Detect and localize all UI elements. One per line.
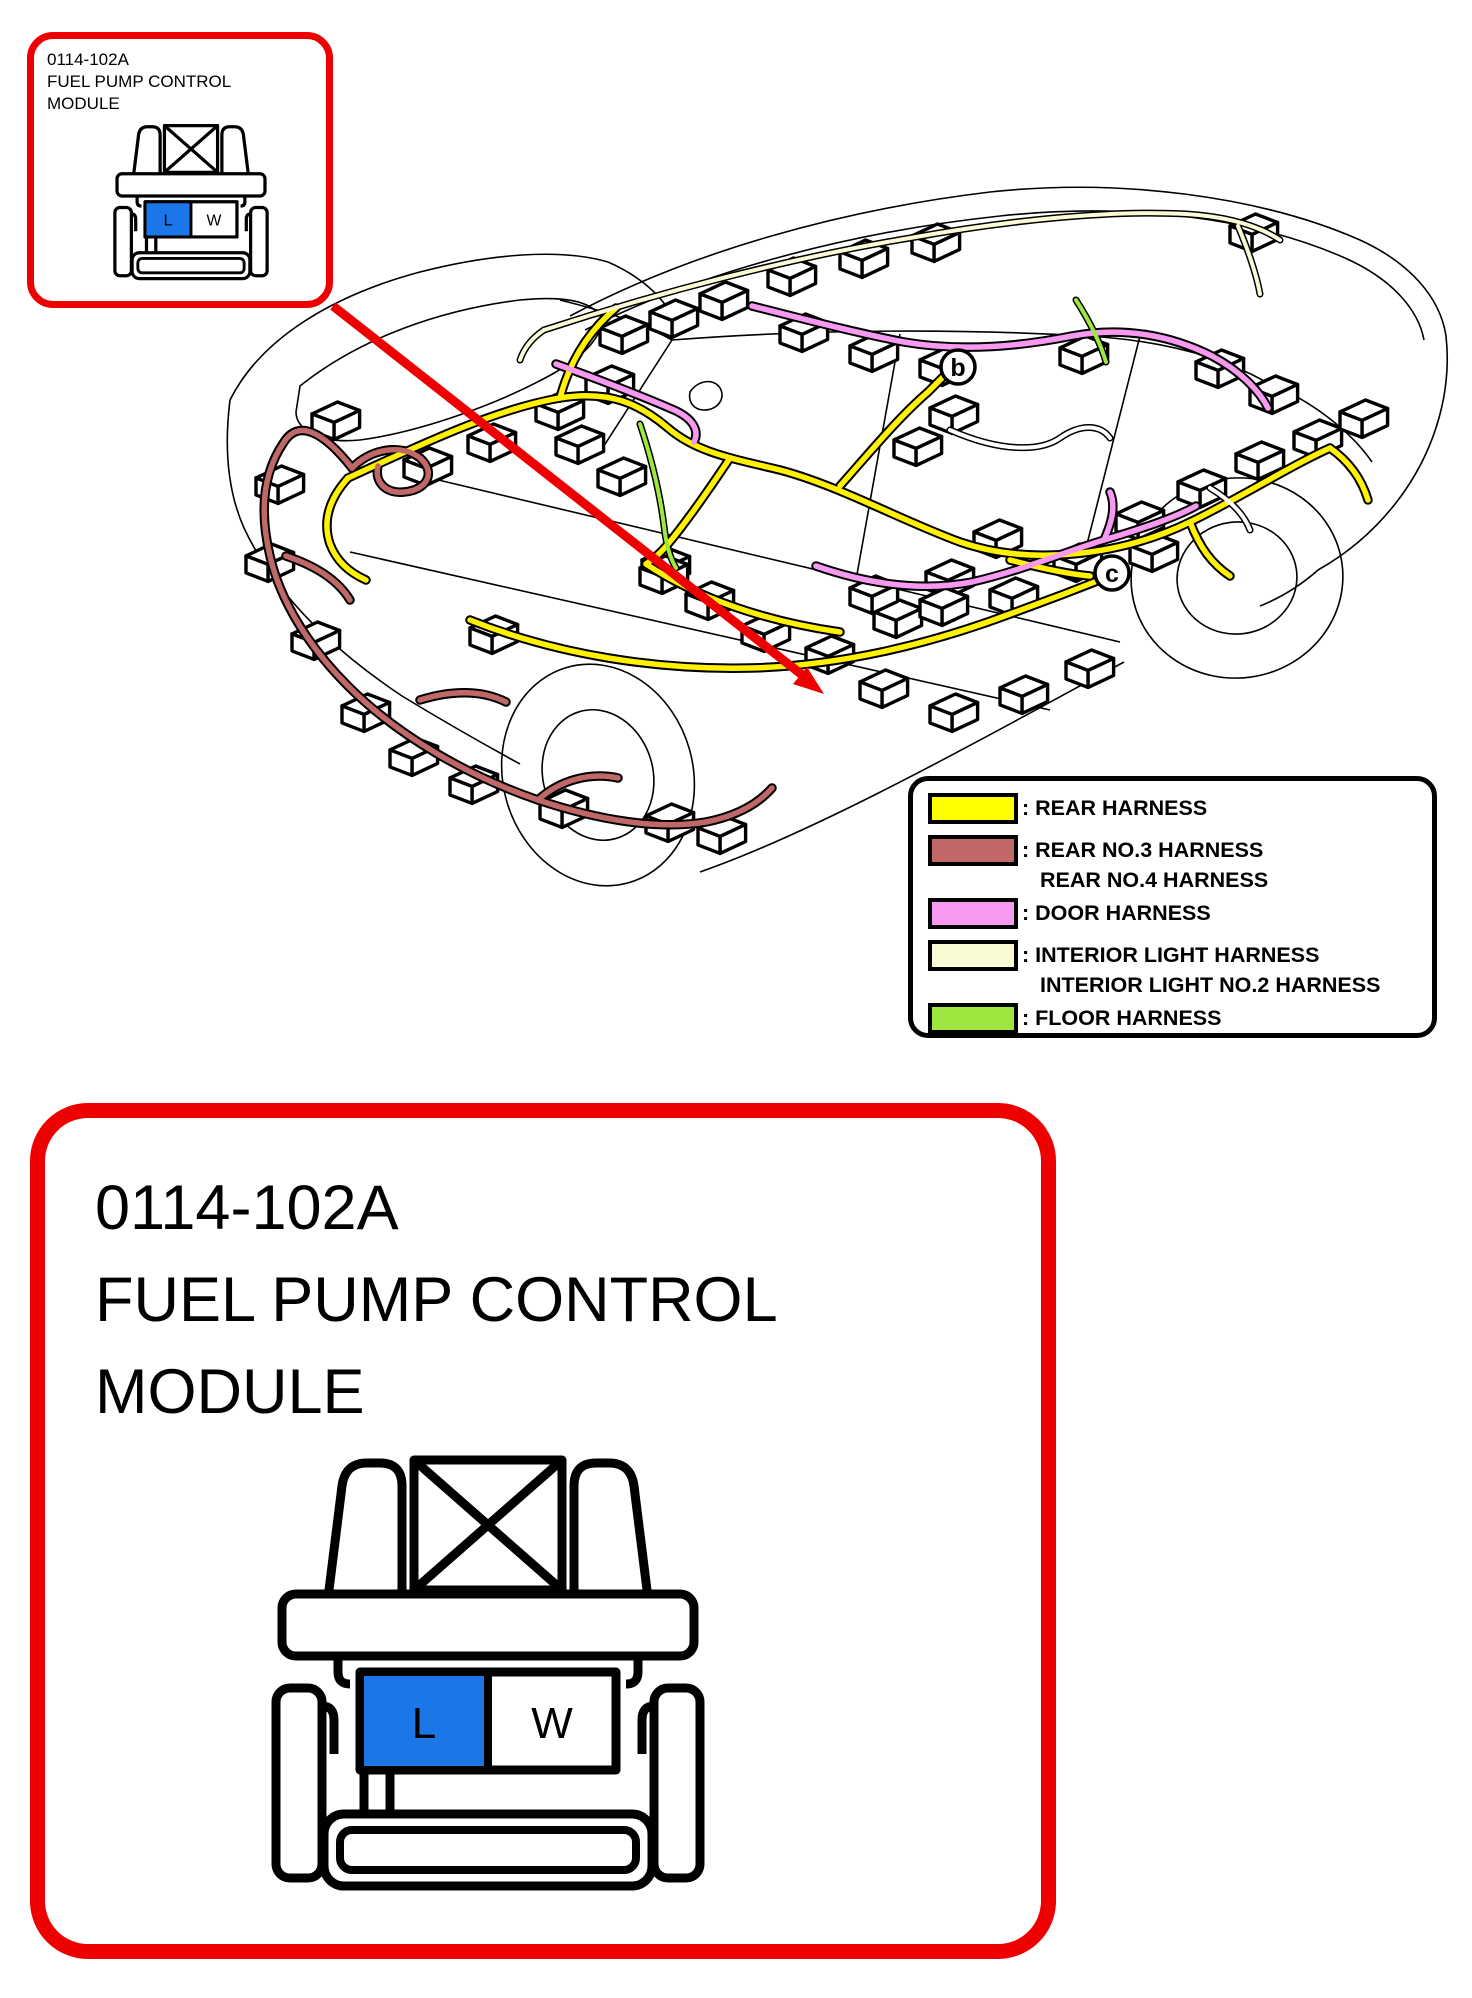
callout-code: 0114-102A bbox=[47, 50, 129, 69]
legend-swatch-interior-light bbox=[928, 940, 1018, 971]
module-callout-box bbox=[27, 32, 333, 308]
callout-connector-icon bbox=[112, 121, 270, 294]
legend-swatch-rear-no34 bbox=[928, 835, 1018, 866]
legend-row-rear bbox=[928, 793, 1432, 824]
callout-title-line1: FUEL PUMP CONTROL bbox=[47, 72, 232, 91]
marker-b bbox=[941, 350, 975, 384]
harness-outlines bbox=[264, 213, 1368, 825]
legend-label-cont: REAR NO.4 HARNESS bbox=[1040, 868, 1269, 892]
legend-label: : DOOR HARNESS bbox=[1022, 901, 1211, 925]
legend-label: : REAR NO.3 HARNESS bbox=[1022, 838, 1264, 862]
marker-b-label: b bbox=[950, 354, 966, 382]
marker-c bbox=[1095, 556, 1129, 590]
legend-swatch-door bbox=[928, 898, 1018, 929]
legend-label: : REAR HARNESS bbox=[1022, 796, 1208, 820]
legend-label-cont: INTERIOR LIGHT NO.2 HARNESS bbox=[1040, 973, 1381, 997]
legend-label: : FLOOR HARNESS bbox=[1022, 1006, 1222, 1030]
legend-row-floor bbox=[928, 1003, 1432, 1034]
module-detail-panel bbox=[30, 1103, 1056, 1959]
callout-title-line2: MODULE bbox=[47, 94, 120, 113]
detail-connector-drawing bbox=[268, 1448, 708, 1928]
legend-row-door bbox=[928, 898, 1432, 929]
detail-title-line2: MODULE bbox=[95, 1357, 365, 1427]
harness-legend bbox=[908, 776, 1437, 1038]
marker-c-label: c bbox=[1105, 560, 1119, 588]
legend-row-interior-light bbox=[928, 940, 1432, 1000]
legend-label: : INTERIOR LIGHT HARNESS bbox=[1022, 943, 1320, 967]
connector-boxes bbox=[246, 214, 1388, 853]
detail-code: 0114-102A bbox=[95, 1173, 399, 1243]
legend-swatch-rear bbox=[928, 793, 1018, 824]
side-mirror bbox=[690, 382, 722, 410]
leader-line bbox=[333, 306, 824, 694]
legend-swatch-floor bbox=[928, 1003, 1018, 1034]
legend-row-rear-no34 bbox=[928, 835, 1432, 895]
detail-title-line1: FUEL PUMP CONTROL bbox=[95, 1265, 778, 1335]
